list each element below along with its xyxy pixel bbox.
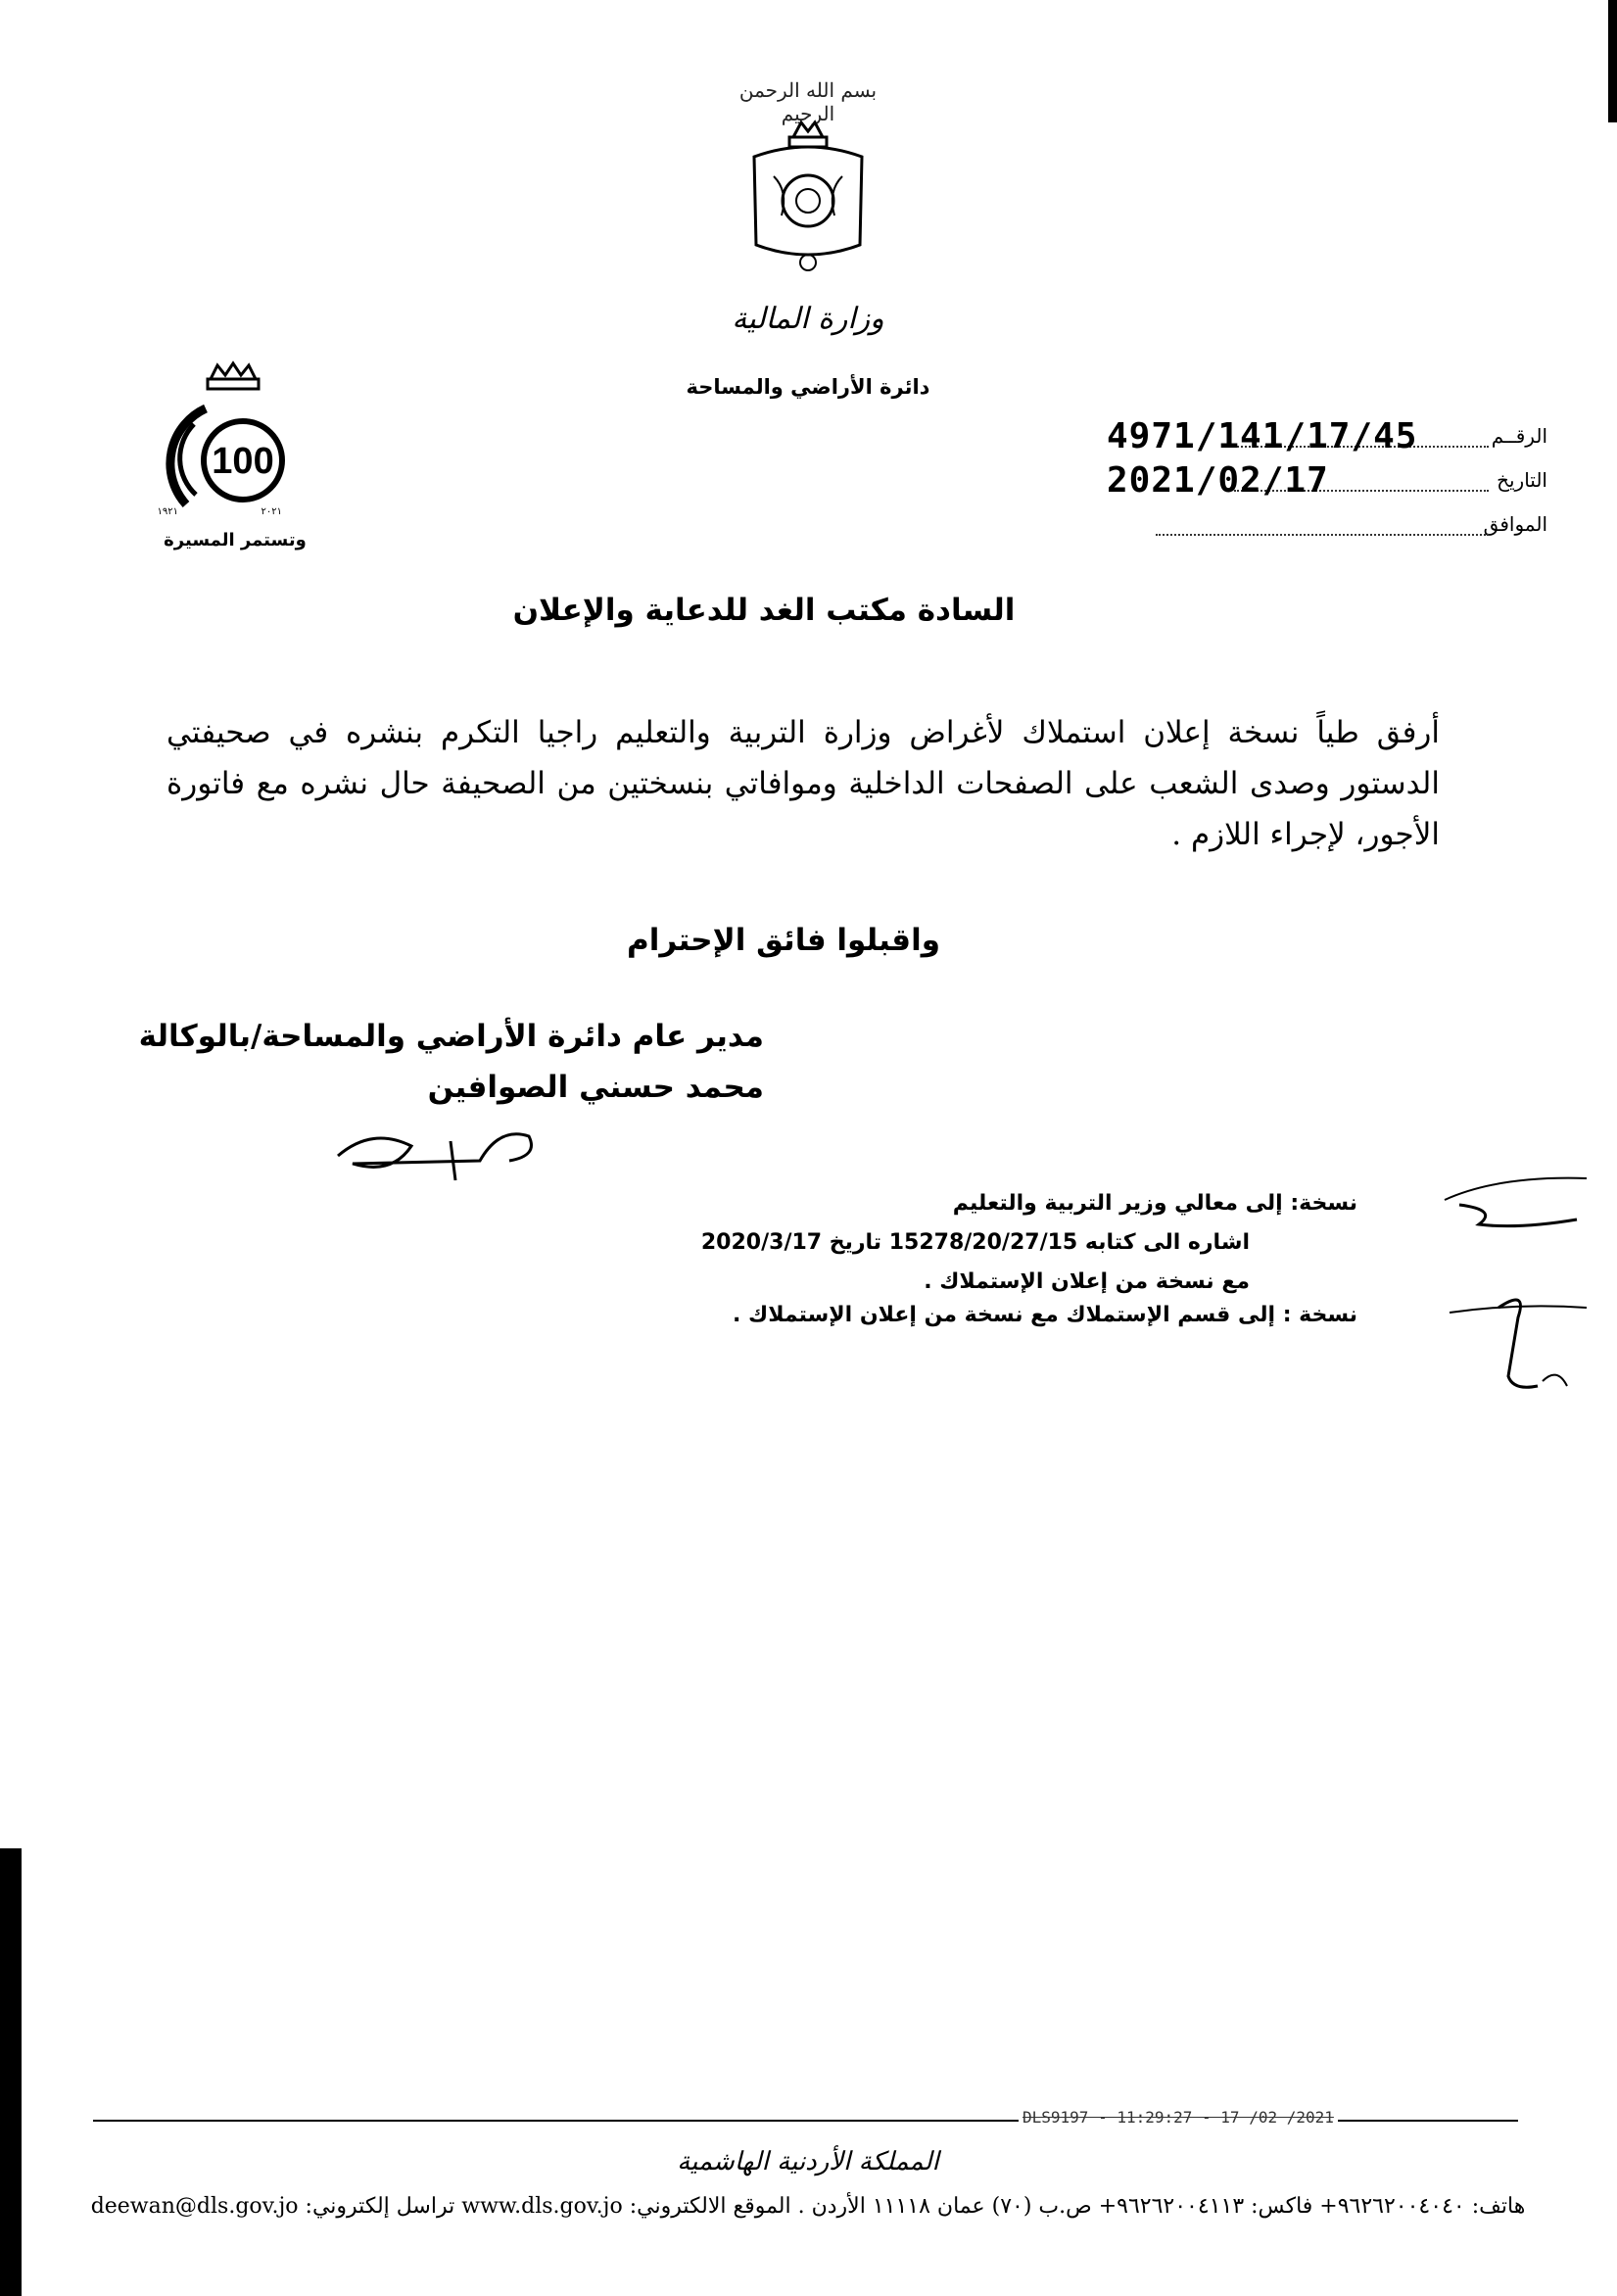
- royal-emblem-icon: [744, 118, 872, 279]
- copy-line-2: اشاره الى كتابه 15278/20/27/15 تاريخ 2020/3/17: [700, 1230, 1250, 1255]
- scan-artifact-right: [1608, 0, 1617, 122]
- scan-artifact-left: [0, 1848, 22, 2296]
- footer-kingdom: المملكة الأردنية الهاشمية: [677, 2147, 939, 2176]
- copy-line-3: مع نسخة من إعلان الإستملاك .: [924, 1269, 1250, 1294]
- reference-hijri-line: [1156, 534, 1489, 536]
- letter-body: أرفق طياً نسخة إعلان استملاك لأغراض وزارة التربية والتعليم راجيا التكرم بنشره في صحيفتي الدستور وصدى الشعب على الصفحات الداخلية وموافاتي بنسختين من الصحيفة حال نشره مع فاتورة الأجور، لإجراء اللازم .: [166, 715, 1440, 852]
- department-name: دائرة الأراضي والمساحة: [686, 375, 930, 399]
- copy-line-1: نسخة: إلى معالي وزير التربية والتعليم: [952, 1191, 1357, 1216]
- letter-addressee: السادة مكتب الغد للدعاية والإعلان: [512, 593, 1016, 628]
- centennial-number: 100: [212, 441, 274, 482]
- footer-system-code: DLS9197 - 11:29:27 - 17 /02 /2021: [1019, 2108, 1338, 2127]
- copy-line-4: نسخة : إلى قسم الإستملاك مع نسخة من إعلان الإستملاك .: [733, 1303, 1357, 1327]
- reference-date-row: [1087, 460, 1547, 504]
- centennial-label: وتستمر المسيرة: [164, 530, 307, 550]
- basmala: بسم الله الرحمن الرحيم: [738, 78, 878, 125]
- reference-date-label: التاريخ: [1497, 468, 1547, 492]
- reference-hijri-label: الموافق: [1483, 512, 1547, 536]
- reference-date-value: 2021/02/17: [1107, 460, 1329, 501]
- signer-name: محمد حسني الصوافين: [427, 1070, 764, 1105]
- reference-hijri-row: [1087, 504, 1547, 549]
- centennial-logo-icon: [147, 358, 323, 553]
- centennial-year-left: ١٩٢١: [157, 506, 178, 517]
- ministry-name: وزارة المالية: [732, 302, 884, 336]
- signer-title: مدير عام دائرة الأراضي والمساحة/بالوكالة: [138, 1019, 764, 1054]
- handwritten-initials-icon: [1440, 1171, 1596, 1415]
- reference-number-value: 4971/141/17/45: [1107, 416, 1418, 456]
- reference-number-label: الرقــم: [1491, 424, 1547, 448]
- footer-contact: هاتف: ٩٦٢٦٢٠٠٤٠٤٠+ فاكس: ٩٦٢٦٢٠٠٤١١٣+ ص.ب (٧٠) عمان ١١١١٨ الأردن . الموقع الالكتروني: www.dls.gov.jo تراسل إلكتروني: deewan@dls.gov.jo: [90, 2194, 1526, 2219]
- signature-icon: [333, 1117, 548, 1185]
- centennial-year-right: ٢٠٢١: [261, 506, 282, 517]
- letter-closing: واقبلوا فائق الإحترام: [626, 923, 940, 958]
- reference-number-row: [1087, 416, 1547, 460]
